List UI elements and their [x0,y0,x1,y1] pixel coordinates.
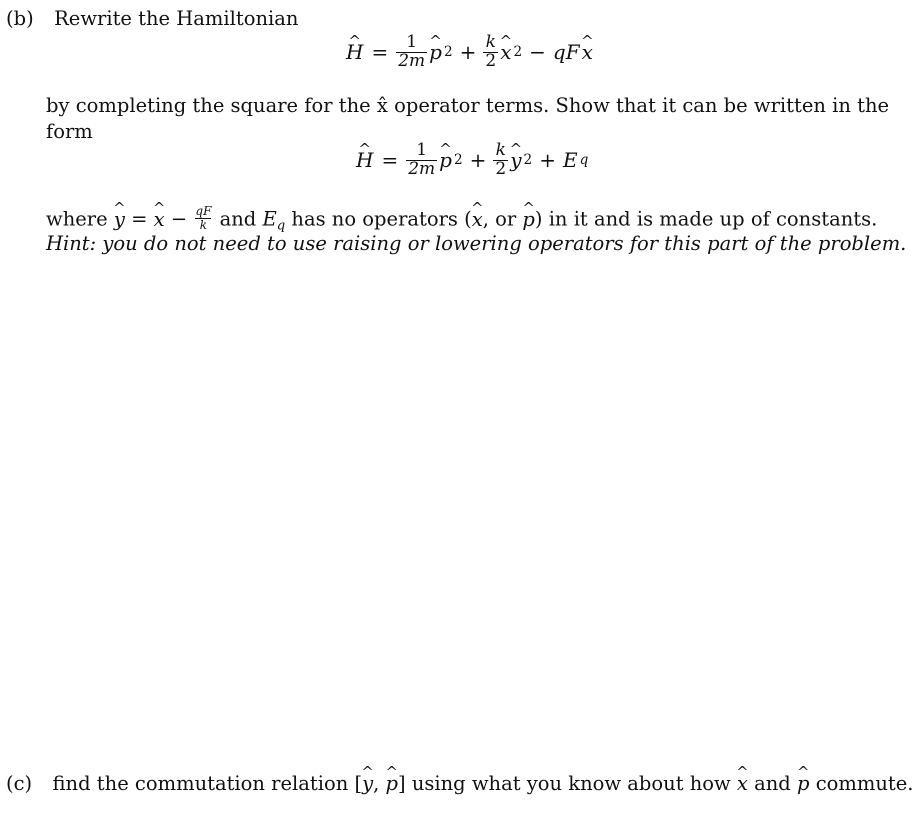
fraction-one-over-2m: $\frac{1}{2m}$ [398,32,426,71]
hamiltonian-symbol: ^ H [346,40,363,64]
hamiltonian-symbol-2: ^ H [356,148,373,172]
part-b-intro: Rewrite the Hamiltonian [54,7,299,30]
momentum-operator-2: ^ p [439,148,452,172]
where-line: where ^ y = ^ x − $\frac{qF}{k}$ and $E_q$ has no operators (^ x, or ^ p) in it and is made up of constants. [46,207,877,233]
qf-over-k-fraction: $\frac{qF}{k}$ [195,204,212,232]
energy-constant: E [562,148,578,173]
part-b-heading [6,9,298,29]
part-b-label: (b) [6,7,34,30]
hamiltonian-equation: ^ H = $\frac{1}{2m}$ ^ p 2 + $\frac{k}{2}$ ^ x 2 − qF ^ x [346,34,593,71]
fraction-k-over-2-2: $\frac{k}{2}$ [495,140,507,179]
position-operator-linear: ^ x [582,40,593,64]
fraction-k-over-2: $\frac{k}{2}$ [485,32,497,71]
body-line-completing-square: by completing the square for the x̂ operator terms. Show that it can be written in the [46,94,890,117]
force-term: qF [552,40,580,65]
shifted-position-operator: ^ y [510,148,521,172]
part-c-line: (c) find the commutation relation [^ y, ^ p] using what you know about how ^ x and ^ p commute. [6,774,913,794]
body-line-form: form [46,120,93,143]
fraction-one-over-2m-2: $\frac{1}{2m}$ [408,140,436,179]
part-c-label: (c) [6,772,33,795]
hint-line: Hint: you do not need to use raising or lowering operators for this part of the problem. [46,232,907,255]
momentum-operator: ^ p [429,40,442,64]
rewritten-hamiltonian-equation: ^ H = $\frac{1}{2m}$ ^ p 2 + $\frac{k}{2}$ ^ y 2 + E q [356,142,588,179]
position-operator: ^ x [500,40,511,64]
